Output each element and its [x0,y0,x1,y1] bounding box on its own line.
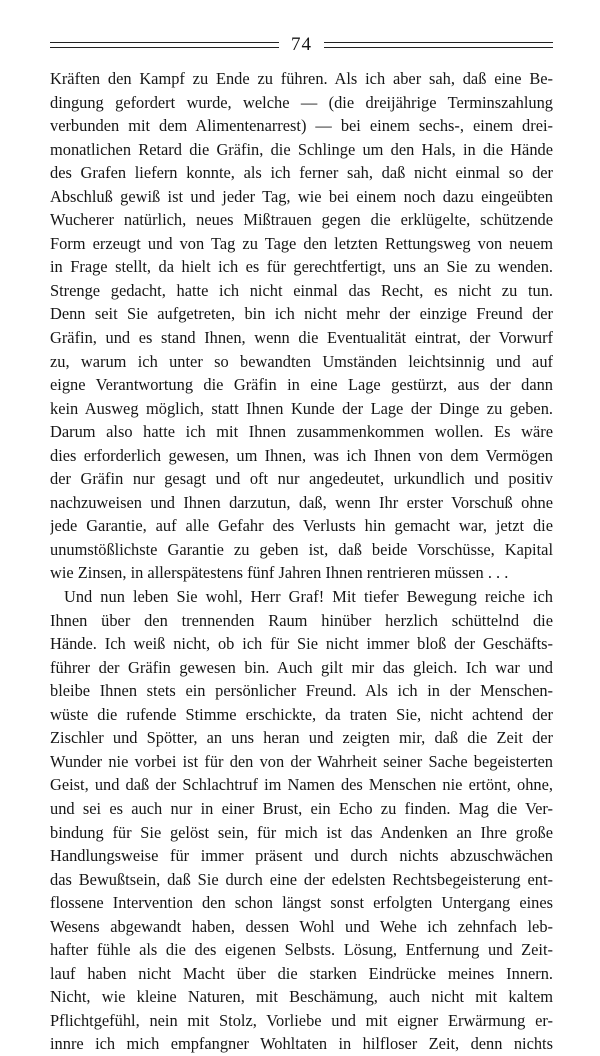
text-line: innre ich mich empfangner Wohltaten in hilfloser Zeit, denn nichts [50,1034,553,1054]
text-line: flossene Intervention den schon längst sonst erfolgten Untergang eines [50,893,553,913]
text-line: Wucherer natürlich, neues Mißtrauen gegen die erklügelte, schützende [50,210,553,230]
text-line: Nicht, wie kleine Naturen, mit Beschämung, auch nicht mit kaltem [50,987,553,1007]
text-line: Handlungsweise für immer präsent und durch nichts abzuschwächen [50,846,553,866]
text-line: Hände. Ich weiß nicht, ob ich für Sie nicht immer bloß der Geschäfts- [50,634,553,654]
header-rule-left [50,42,279,48]
text-line: hafter fühle als die des eigenen Selbsts. Lösung, Entfernung und Zeit- [50,940,553,960]
text-line: bleibe Ihnen stets ein persönlicher Freund. Als ich in der Menschen- [50,681,553,701]
text-line: kein Ausweg möglich, statt Ihnen Kunde der Lage der Dinge zu geben. [50,398,553,418]
text-line: Ihnen über den trennenden Raum hinüber herzlich schüttelnd die [50,610,553,630]
page-header [50,28,553,62]
text-line: in Frage stellt, da hielt ich es für gerechtfertigt, uns an Sie zu wenden. [50,257,553,277]
header-rule-right [324,42,553,48]
text-line: führer der Gräfin gewesen bin. Auch gilt mir das gleich. Ich war und [50,657,553,677]
page-number: 74 [291,34,312,55]
text-line: Und nun leben Sie wohl, Herr Graf! Mit tiefer Bewegung reiche ich [64,587,553,607]
text-line: Darum also hatte ich mit Ihnen zusammenkommen wollen. Es wäre [50,422,553,442]
text-line: Abschluß gewiß ist und jeder Tag, wie bei einem noch dazu eingeübten [50,186,553,206]
text-line: bindung für Sie gelöst sein, für mich ist das Andenken an Ihre große [50,822,553,842]
text-line: des Grafen liefern konnte, als ich ferner sah, daß nicht einmal so der [50,163,553,183]
text-line: dingung gefordert wurde, welche — (die dreijährige Terminszahlung [50,92,553,112]
text-line: das Bewußtsein, daß Sie durch eine der edelsten Rechtsbegeisterung ent- [50,869,553,889]
text-line: wüste die rufende Stimme erschickte, da traten Sie, nicht achtend der [50,704,553,724]
text-line: jede Garantie, auf alle Gefahr des Verlusts hin gemacht war, jetzt die [50,516,553,536]
text-line: Wesens abgewandt haben, dessen Wohl und Wehe ich zehnfach leb- [50,916,553,936]
text-line: Geist, und daß der Schlachtruf im Namen des Menschen nie ertönt, ohne, [50,775,553,795]
text-line: der Gräfin nur gesagt und oft nur angedeutet, urkundlich und positiv [50,469,553,489]
text-line: Gräfin, und es stand Ihnen, wenn die Eventualität eintrat, der Vorwurf [50,328,553,348]
text-line: Wunder nie vorbei ist für den von der Wahrheit seiner Sache begeisterten [50,751,553,771]
text-line: eigne Verantwortung die Gräfin in eine Lage gestürzt, aus der dann [50,375,553,395]
text-line: Zischler und Spötter, an uns heran und zeigten mir, daß die Zeit der [50,728,553,748]
text-line: Form erzeugt und von Tag zu Tage den letzten Rettungsweg von neuem [50,233,553,253]
text-line: und sei es auch nur in einer Brust, ein Echo zu finden. Mag die Ver- [50,798,553,818]
text-line: Strenge gedacht, hatte ich nicht einmal das Recht, es nicht zu tun. [50,280,553,300]
text-line: dies erforderlich gewesen, um Ihnen, was ich Ihnen von dem Vermögen [50,445,553,465]
body-text [50,67,553,1056]
text-line: wie Zinsen, in allerspätestens fünf Jahren Ihnen rentrieren müssen . . . [50,563,509,583]
text-line: Kräften den Kampf zu Ende zu führen. Als ich aber sah, daß eine Be- [50,69,553,88]
text-line: verbunden mit dem Alimentenarrest) — bei einem sechs-, einem drei- [50,116,553,136]
text-line: Denn seit Sie aufgetreten, bin ich nicht mehr der einzige Freund der [50,304,553,324]
text-line: unumstößlichste Garantie zu geben ist, daß beide Vorschüsse, Kapital [50,539,553,559]
text-line: lauf haben nicht Macht über die starken Eindrücke meines Innern. [50,963,553,983]
text-line: zu, warum ich unter so bewandten Umständen leichtsinnig und auf [50,351,553,371]
text-line: Pflichtgefühl, nein mit Stolz, Vorliebe und mit eigner Erwärmung er- [50,1010,553,1030]
text-line: monatlichen Retard die Gräfin, die Schlinge um den Hals, in die Hände [50,139,553,159]
text-line: nachzuweisen und Ihnen darzutun, daß, wenn Ihr erster Vorschuß ohne [50,492,553,512]
